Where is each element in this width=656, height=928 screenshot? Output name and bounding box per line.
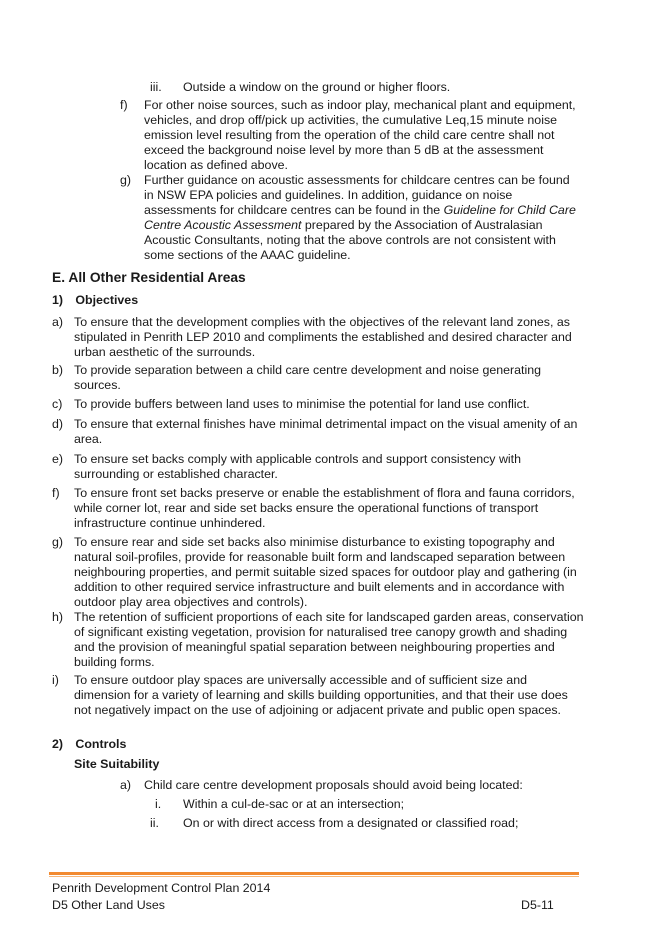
objective-label: i) xyxy=(52,673,59,687)
objective-text: To ensure that external finishes have minimal detrimental impact on the visual amenity of an area. xyxy=(74,417,578,446)
objective-text: To ensure front set backs preserve or enable the establishment of flora and fauna corridors, while corner lot, rear and side set backs ensure the operational functions of transport infrastructure continue unhindered. xyxy=(74,486,575,530)
control-sub-label: i. xyxy=(155,797,162,811)
site-suitability-heading: Site Suitability xyxy=(74,757,160,771)
list-text xyxy=(144,173,580,263)
objective-text: To provide separation between a child care centre development and noise generating sources. xyxy=(74,363,542,392)
objective-text: To ensure that the development complies with the objectives of the relevant land zones, as stipulated in Penrith LEP 2010 and compliments the established and desired character and urban aesthetic of the surrounds. xyxy=(74,315,572,359)
control-sub-text: Within a cul-de-sac or at an intersection; xyxy=(183,797,405,811)
control-label: a) xyxy=(120,778,132,792)
footer-rule-light xyxy=(49,876,579,877)
guideline-title: Guideline for Child Care Centre Acoustic Assessment xyxy=(144,203,576,232)
footer-rule xyxy=(49,872,579,875)
objective-label: f) xyxy=(52,486,60,500)
control-sub-text: On or with direct access from a designated or classified road; xyxy=(183,816,519,830)
objective-label: h) xyxy=(52,610,64,624)
list-label: f) xyxy=(120,98,128,112)
page-number: D5-11 xyxy=(521,898,554,912)
objective-label: a) xyxy=(52,315,64,329)
objective-text: To ensure rear and side set backs also minimise disturbance to existing topography and natural soil-profiles, provide for reasonable built form and landscaped separation between neighbouring properties, and permit suitable sized spaces for outdoor play and gathering (in addition to other required service infrastructure and built elements and in accordance with outdoor play area objectives and controls). xyxy=(74,535,577,609)
objective-label: b) xyxy=(52,363,64,377)
objective-text: The retention of sufficient proportions of each site for landscaped garden areas, conservation of significant existing vegetation, provision for naturalised tree canopy growth and shading and the provision of meaningful spatial separation between neighbouring properties and building forms. xyxy=(74,610,584,669)
text-segment: Further guidance on acoustic assessments for childcare centres can be found in NSW EPA policies and guidelines. In addition, guidance on noise assessments for childcare centres can be found in the xyxy=(144,173,570,217)
list-label: iii. xyxy=(150,80,162,94)
list-text: For other noise sources, such as indoor play, mechanical plant and equipment, vehicles, and drop off/pick up activities, the cumulative Leq,15 minute noise emission level resulting from the operation of the child care centre shall not exceed the background noise level by more than 5 dB at the assessment location as defined above. xyxy=(144,98,576,172)
footer-section-title: D5 Other Land Uses xyxy=(52,898,165,912)
objectives-heading: 1) Objectives xyxy=(52,293,139,307)
list-label: g) xyxy=(120,173,132,187)
objective-label: c) xyxy=(52,397,63,411)
objective-label: e) xyxy=(52,452,64,466)
list-text: Outside a window on the ground or higher floors. xyxy=(183,80,451,94)
control-sub-label: ii. xyxy=(150,816,159,830)
objective-text: To ensure set backs comply with applicable controls and support consistency with surrounding or established character. xyxy=(74,452,521,481)
text-segment: prepared by the Association of Australasian Acoustic Consultants, noting that the above controls are not consistent with some sections of the AAAC guideline. xyxy=(144,218,556,262)
footer-document-title: Penrith Development Control Plan 2014 xyxy=(52,881,271,895)
objective-text: To ensure outdoor play spaces are universally accessible and of sufficient size and dimension for a variety of learning and skills building opportunities, and that their use does not negatively impact on the use of adjoining or adjacent private and public open spaces. xyxy=(74,673,568,717)
controls-heading: 2) Controls xyxy=(52,737,127,751)
section-heading: E. All Other Residential Areas xyxy=(52,270,246,285)
control-text: Child care centre development proposals should avoid being located: xyxy=(144,778,523,792)
objective-label: g) xyxy=(52,535,64,549)
objective-label: d) xyxy=(52,417,64,431)
objective-text: To provide buffers between land uses to minimise the potential for land use conflict. xyxy=(74,397,530,411)
